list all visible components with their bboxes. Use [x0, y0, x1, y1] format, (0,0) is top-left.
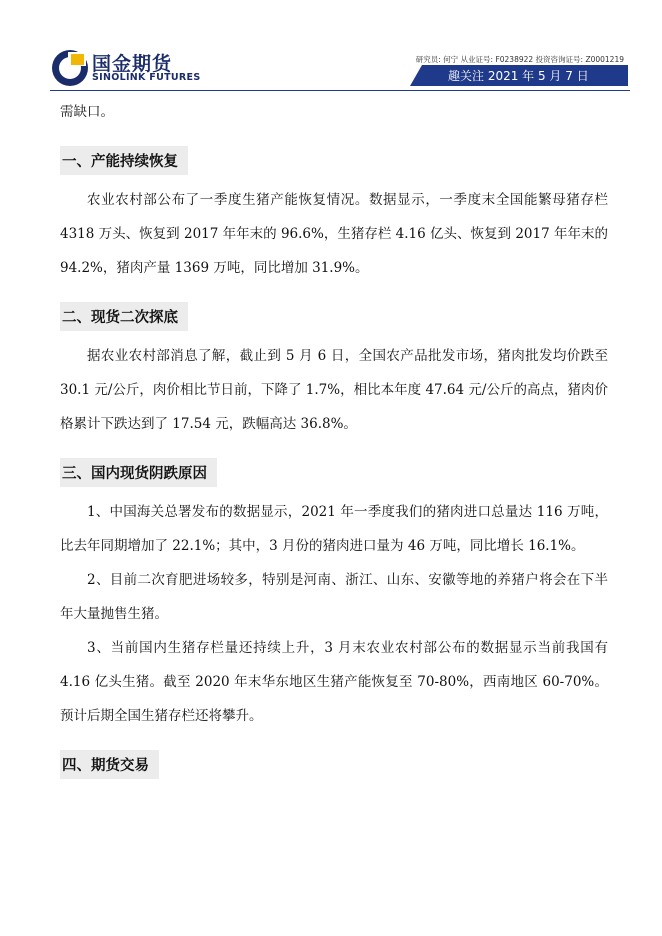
- section-2: [60, 293, 608, 339]
- analyst-credentials: 研究员: 何宁 从业证号: F0238922 投资咨询证号: Z0001219: [415, 55, 624, 64]
- brand-name-en: SINOLINK FUTURES: [92, 72, 201, 83]
- section-paragraph: 2、目前二次育肥进场较多，特别是河南、浙江、山东、安徽等地的养猪户将会在下半年大量抛售生猪。: [60, 572, 608, 622]
- sinolink-logo-icon: [50, 48, 90, 88]
- section-paragraph: 1、中国海关总署发布的数据显示，2021 年一季度我们的猪肉进口总量达 116 万吨，比去年同期增加了 22.1%；其中，3 月份的猪肉进口量为 46 万吨，同比增长 16.1%。: [60, 504, 608, 554]
- section-heading: 一、产能持续恢复: [60, 146, 188, 175]
- section-paragraph: 3、当前国内生猪存栏量还持续上升，3 月末农业农村部公布的数据显示当前我国有 4.16 亿头生猪。截至 2020 年末华东地区生猪产能恢复至 70-80%，西南地区 60-70%。预计后期全国生猪存栏还将攀升。: [60, 640, 608, 724]
- section-paragraph: 农业农村部公布了一季度生猪产能恢复情况。数据显示，一季度末全国能繁母猪存栏 4318 万头、恢复到 2017 年年末的 96.6%，生猪存栏 4.16 亿头、恢复到 2017 年年末的 94.2%，猪肉产量 1369 万吨，同比增加 31.9%。: [60, 192, 608, 276]
- section-1: [60, 137, 608, 183]
- intro-tail-text: 需缺口。: [60, 104, 114, 120]
- report-date: 趣关注 2021 年 5 月 7 日: [448, 69, 589, 83]
- section-paragraph: 据农业农村部消息了解，截止到 5 月 6 日，全国农产品批发市场，猪肉批发均价跌至 30.1 元/公斤，肉价相比节日前，下降了 1.7%，相比本年度 47.64 元/公斤的高点，猪肉价格累计下跌达到了 17.54 元，跌幅高达 36.8%。: [60, 348, 608, 432]
- section-heading: 二、现货二次探底: [60, 302, 188, 331]
- brand-name-cn: 国金期货: [92, 53, 173, 75]
- section-3: [60, 449, 608, 495]
- section-heading: 三、国内现货阴跌原因: [60, 458, 217, 487]
- report-header: [0, 0, 662, 95]
- report-body: [60, 95, 608, 787]
- section-heading: 四、期货交易: [60, 750, 159, 779]
- section-4: [60, 741, 608, 787]
- header-divider: [50, 90, 630, 91]
